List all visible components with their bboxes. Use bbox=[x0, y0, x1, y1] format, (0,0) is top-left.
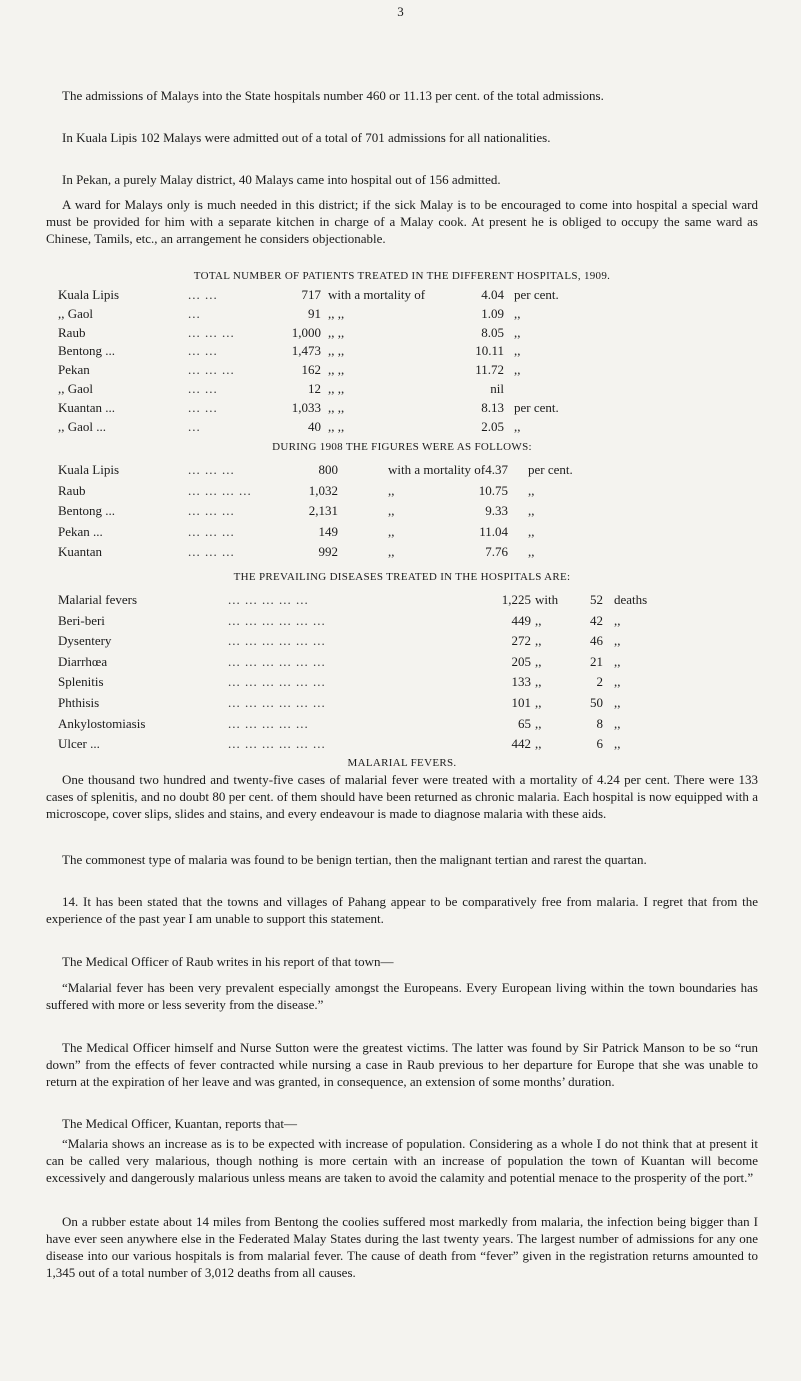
row-label: Kuantan ... bbox=[58, 399, 116, 415]
admissions-count: 2,131 bbox=[308, 503, 338, 519]
row-label: Splenitis bbox=[58, 674, 104, 690]
table3-row bbox=[58, 695, 758, 711]
leader-dots: ... bbox=[188, 305, 201, 321]
row-label: Bentong ... bbox=[58, 343, 116, 359]
death-count: 8 bbox=[596, 715, 603, 731]
mortality-connector: ,, ,, bbox=[328, 305, 345, 321]
table2-row bbox=[58, 544, 758, 560]
leader-dots: ... ... ... ... ... bbox=[228, 715, 309, 731]
table2-row bbox=[58, 483, 758, 499]
admissions-count: 449 bbox=[511, 612, 531, 628]
mortality-connector: ,, bbox=[535, 612, 542, 628]
death-count: 52 bbox=[590, 592, 603, 607]
mortality-rate: 11.04 bbox=[479, 523, 508, 539]
leader-dots: ... ... ... bbox=[188, 462, 235, 477]
death-unit: ,, bbox=[614, 695, 621, 710]
admissions-count: 1,225 bbox=[501, 592, 531, 607]
table3-row bbox=[58, 654, 758, 670]
mortality-rate: 9.33 bbox=[485, 503, 508, 519]
death-count: 21 bbox=[590, 653, 603, 669]
table1-row bbox=[58, 400, 758, 416]
leader-dots: ... ... bbox=[188, 287, 218, 302]
death-unit: ,, bbox=[614, 653, 621, 669]
death-unit: ,, bbox=[614, 736, 621, 752]
table3-row bbox=[58, 674, 758, 690]
table2-row bbox=[58, 503, 758, 519]
paragraph-kuantan-report: The Medical Officer, Kuantan, reports that— bbox=[62, 1116, 297, 1131]
row-label: Pekan ... bbox=[58, 523, 103, 539]
leader-dots: ... ... ... ... ... ... bbox=[228, 736, 326, 752]
death-count: 46 bbox=[590, 633, 603, 649]
rate-unit: ,, bbox=[528, 482, 535, 498]
paragraph-malay-admissions: The admissions of Malays into the State hospitals number 460 or 11.13 per cent. of the total admissions. bbox=[62, 88, 604, 103]
mortality-rate: 2.05 bbox=[481, 418, 504, 434]
row-label: ,, Gaol bbox=[58, 381, 94, 396]
rate-unit: ,, bbox=[514, 362, 521, 378]
table3-row bbox=[58, 736, 758, 752]
row-label: Kuala Lipis bbox=[58, 462, 120, 477]
leader-dots: ... ... ... ... ... ... bbox=[228, 633, 326, 649]
table3-row bbox=[58, 613, 758, 629]
mortality-connector: ,, bbox=[535, 674, 542, 690]
mortality-rate: 11.72 bbox=[475, 362, 504, 378]
paragraph-kuala-lipis: In Kuala Lipis 102 Malays were admitted out of a total of 701 admissions for all nationalities. bbox=[62, 130, 551, 145]
admissions-count: 205 bbox=[511, 653, 531, 669]
mortality-connector: ,, bbox=[535, 653, 542, 669]
row-label: ,, Gaol ... bbox=[58, 418, 107, 434]
leader-dots: ... ... ... ... ... ... bbox=[228, 674, 326, 690]
table1-row bbox=[58, 362, 758, 378]
mortality-rate: 8.05 bbox=[481, 324, 504, 340]
mortality-connector: ,, bbox=[535, 736, 542, 752]
paragraph-rubber-estate: On a rubber estate about 14 miles from Bentong the coolies suffered most markedly from malaria, the infection being bigger than I have ever seen anywhere else in the Federated Malay States during the last twenty years. The largest number of admissions for any one disease into our various hospitals is from malarial fever. The cause of death from “fever” given in the registration returns amounted to 1,345 out of a total number of 3,012 deaths from all causes. bbox=[46, 1214, 758, 1280]
admissions-count: 1,032 bbox=[308, 482, 338, 498]
admissions-count: 91 bbox=[308, 305, 321, 321]
leader-dots: ... ... ... ... ... ... bbox=[228, 653, 326, 669]
table2-row bbox=[58, 462, 758, 478]
leader-dots: ... ... ... bbox=[188, 544, 235, 560]
row-label: Raub bbox=[58, 324, 86, 340]
admissions-count: 65 bbox=[518, 715, 531, 731]
row-label: Ulcer ... bbox=[58, 736, 100, 752]
mortality-rate: 1.09 bbox=[481, 305, 504, 321]
admissions-count: 1,473 bbox=[291, 343, 321, 359]
mortality-rate: 8.13 bbox=[481, 399, 504, 415]
death-unit: ,, bbox=[614, 612, 621, 628]
death-unit: ,, bbox=[614, 674, 621, 690]
leader-dots: ... ... bbox=[188, 343, 218, 359]
admissions-count: 1,033 bbox=[291, 399, 321, 415]
admissions-count: 101 bbox=[511, 695, 531, 710]
quote-raub: “Malarial fever has been very prevalent especially amongst the Europeans. Every European living within the town boundaries has suffered with more or less severity from the disease.” bbox=[46, 980, 758, 1012]
quote-kuantan: “Malaria shows an increase as is to be expected with increase of population. Considering as a whole I do not think that at present it can be called very malarious, though nothing is more certain with an increase of population the town of Kuantan will become excessively and dangerously malarious unless means are taken to avoid the calamity and potential menace to the prosperity of the port.” bbox=[46, 1136, 758, 1185]
rate-unit: ,, bbox=[528, 503, 535, 519]
mortality-connector: ,, bbox=[388, 503, 395, 519]
leader-dots: ... ... ... ... bbox=[188, 482, 252, 498]
table1-row bbox=[58, 419, 758, 435]
row-label: Beri-beri bbox=[58, 612, 105, 628]
death-unit: deaths bbox=[614, 592, 648, 607]
paragraph-malaria-types: The commonest type of malaria was found to be benign tertian, then the malignant tertian and rarest the quartan. bbox=[62, 852, 647, 867]
mortality-rate: 4.37 bbox=[485, 462, 508, 477]
table3-row bbox=[58, 633, 758, 649]
mortality-rate: 10.75 bbox=[478, 482, 508, 498]
mortality-connector: ,, ,, bbox=[328, 381, 345, 396]
leader-dots: ... ... bbox=[188, 381, 218, 396]
rate-unit: ,, bbox=[514, 418, 521, 434]
death-count: 2 bbox=[596, 674, 603, 690]
mortality-connector: ,, ,, bbox=[328, 399, 345, 415]
mortality-connector: ,, ,, bbox=[328, 362, 345, 378]
page-number: 3 bbox=[397, 4, 404, 19]
admissions-count: 162 bbox=[301, 362, 321, 378]
leader-dots: ... ... bbox=[188, 399, 218, 415]
rate-unit: per cent. bbox=[514, 399, 559, 415]
row-label: Raub bbox=[58, 482, 86, 498]
rate-unit: per cent. bbox=[514, 287, 559, 302]
mortality-connector: ,, ,, bbox=[328, 343, 345, 359]
mortality-connector: ,, bbox=[388, 523, 395, 539]
death-unit: ,, bbox=[614, 633, 621, 649]
row-label: Dysentery bbox=[58, 633, 112, 649]
admissions-count: 442 bbox=[511, 736, 531, 752]
leader-dots: ... ... ... bbox=[188, 362, 235, 378]
mortality-connector: with bbox=[535, 592, 559, 607]
table3-row bbox=[58, 716, 758, 732]
leader-dots: ... ... ... ... ... ... bbox=[228, 695, 326, 710]
mortality-connector: ,, ,, bbox=[328, 324, 345, 340]
admissions-count: 12 bbox=[308, 381, 321, 396]
admissions-count: 800 bbox=[318, 462, 338, 477]
row-label: Bentong ... bbox=[58, 503, 116, 519]
mortality-connector: with a mortality of bbox=[328, 287, 426, 302]
mortality-connector: ,, bbox=[388, 544, 395, 560]
admissions-count: 149 bbox=[318, 523, 338, 539]
death-count: 6 bbox=[596, 736, 603, 752]
row-label: Diarrhœa bbox=[58, 653, 108, 669]
mortality-rate: 10.11 bbox=[475, 343, 504, 359]
rate-unit: ,, bbox=[514, 324, 521, 340]
table3-heading: THE PREVAILING DISEASES TREATED IN THE HOSPITALS ARE: bbox=[233, 571, 571, 583]
paragraph-raub-report: The Medical Officer of Raub writes in his report of that town— bbox=[62, 954, 394, 969]
paragraph-malay-ward: A ward for Malays only is much needed in this district; if the sick Malay is to be encouraged to come into hospital a special ward must be provided for him with a separate kitchen in charge of a Malay cook. At present he is obliged to occupy the same ward as Chinese, Tamils, etc., an arrangement he considers objectionable. bbox=[46, 197, 758, 246]
paragraph-section-14: 14. It has been stated that the towns and villages of Pahang appear to be comparatively free from malaria. I regret that from the experience of the past year I am unable to support this statement. bbox=[46, 894, 758, 926]
death-count: 42 bbox=[590, 612, 603, 628]
row-label: Kuala Lipis bbox=[58, 287, 120, 302]
mortality-connector: ,, bbox=[535, 715, 542, 731]
mortality-rate: 7.76 bbox=[485, 544, 508, 560]
admissions-count: 992 bbox=[318, 544, 338, 560]
leader-dots: ... ... ... ... ... ... bbox=[228, 612, 326, 628]
mortality-connector: ,, bbox=[388, 482, 395, 498]
rate-unit: per cent. bbox=[528, 462, 573, 477]
leader-dots: ... ... ... bbox=[188, 324, 235, 340]
row-label: Ankylostomiasis bbox=[58, 715, 146, 731]
malarial-fevers-heading: MALARIAL FEVERS. bbox=[347, 757, 457, 769]
leader-dots: ... ... ... bbox=[188, 523, 235, 539]
mortality-connector: ,, bbox=[535, 695, 542, 710]
paragraph-nurse-sutton: The Medical Officer himself and Nurse Sutton were the greatest victims. The latter was found by Sir Patrick Manson to be so “run down” from the effects of fever contracted while nursing a case in Raub previous to her departure for Europe that she was unable to return at the expiration of her leave and was granted, in consequence, an extension of some months’ duration. bbox=[46, 1040, 758, 1089]
table1-row bbox=[58, 306, 758, 322]
table1-heading: TOTAL NUMBER OF PATIENTS TREATED IN THE DIFFERENT HOSPITALS, 1909. bbox=[193, 270, 611, 282]
table1-row bbox=[58, 287, 758, 303]
mortality-connector: with a mortality of bbox=[388, 462, 486, 477]
leader-dots: ... ... ... ... ... bbox=[228, 592, 309, 607]
rate-unit: ,, bbox=[514, 343, 521, 359]
mortality-connector: ,, ,, bbox=[328, 418, 345, 434]
table1-row bbox=[58, 343, 758, 359]
admissions-count: 717 bbox=[301, 287, 321, 302]
admissions-count: 133 bbox=[511, 674, 531, 690]
mortality-connector: ,, bbox=[535, 633, 542, 649]
row-label: Malarial fevers bbox=[58, 592, 138, 607]
row-label: Pekan bbox=[58, 362, 90, 378]
leader-dots: ... bbox=[188, 418, 201, 434]
table2-heading: DURING 1908 THE FIGURES WERE AS FOLLOWS: bbox=[272, 441, 532, 453]
row-label: Kuantan bbox=[58, 544, 103, 560]
paragraph-malarial-cases: One thousand two hundred and twenty-five cases of malarial fever were treated with a mortality of 4.24 per cent. There were 133 cases of splenitis, and no doubt 80 per cent. of them should have been returned as chronic malaria. Each hospital is now equipped with a microscope, cover slips, slides and stains, and every endeavour is made to diagnose malaria with these aids. bbox=[46, 772, 758, 821]
death-unit: ,, bbox=[614, 715, 621, 731]
table3-row bbox=[58, 592, 758, 608]
row-label: ,, Gaol bbox=[58, 305, 94, 321]
table2-row bbox=[58, 524, 758, 540]
admissions-count: 272 bbox=[511, 633, 531, 649]
admissions-count: 40 bbox=[308, 418, 321, 434]
admissions-count: 1,000 bbox=[291, 324, 321, 340]
table1-row bbox=[58, 381, 758, 397]
mortality-rate: nil bbox=[490, 381, 504, 396]
rate-unit: ,, bbox=[528, 523, 535, 539]
rate-unit: ,, bbox=[528, 544, 535, 560]
row-label: Phthisis bbox=[58, 695, 100, 710]
table1-row bbox=[58, 325, 758, 341]
leader-dots: ... ... ... bbox=[188, 503, 235, 519]
paragraph-pekan: In Pekan, a purely Malay district, 40 Malays came into hospital out of 156 admitted. bbox=[62, 172, 501, 187]
death-count: 50 bbox=[590, 695, 603, 710]
mortality-rate: 4.04 bbox=[481, 287, 504, 302]
rate-unit: ,, bbox=[514, 305, 521, 321]
